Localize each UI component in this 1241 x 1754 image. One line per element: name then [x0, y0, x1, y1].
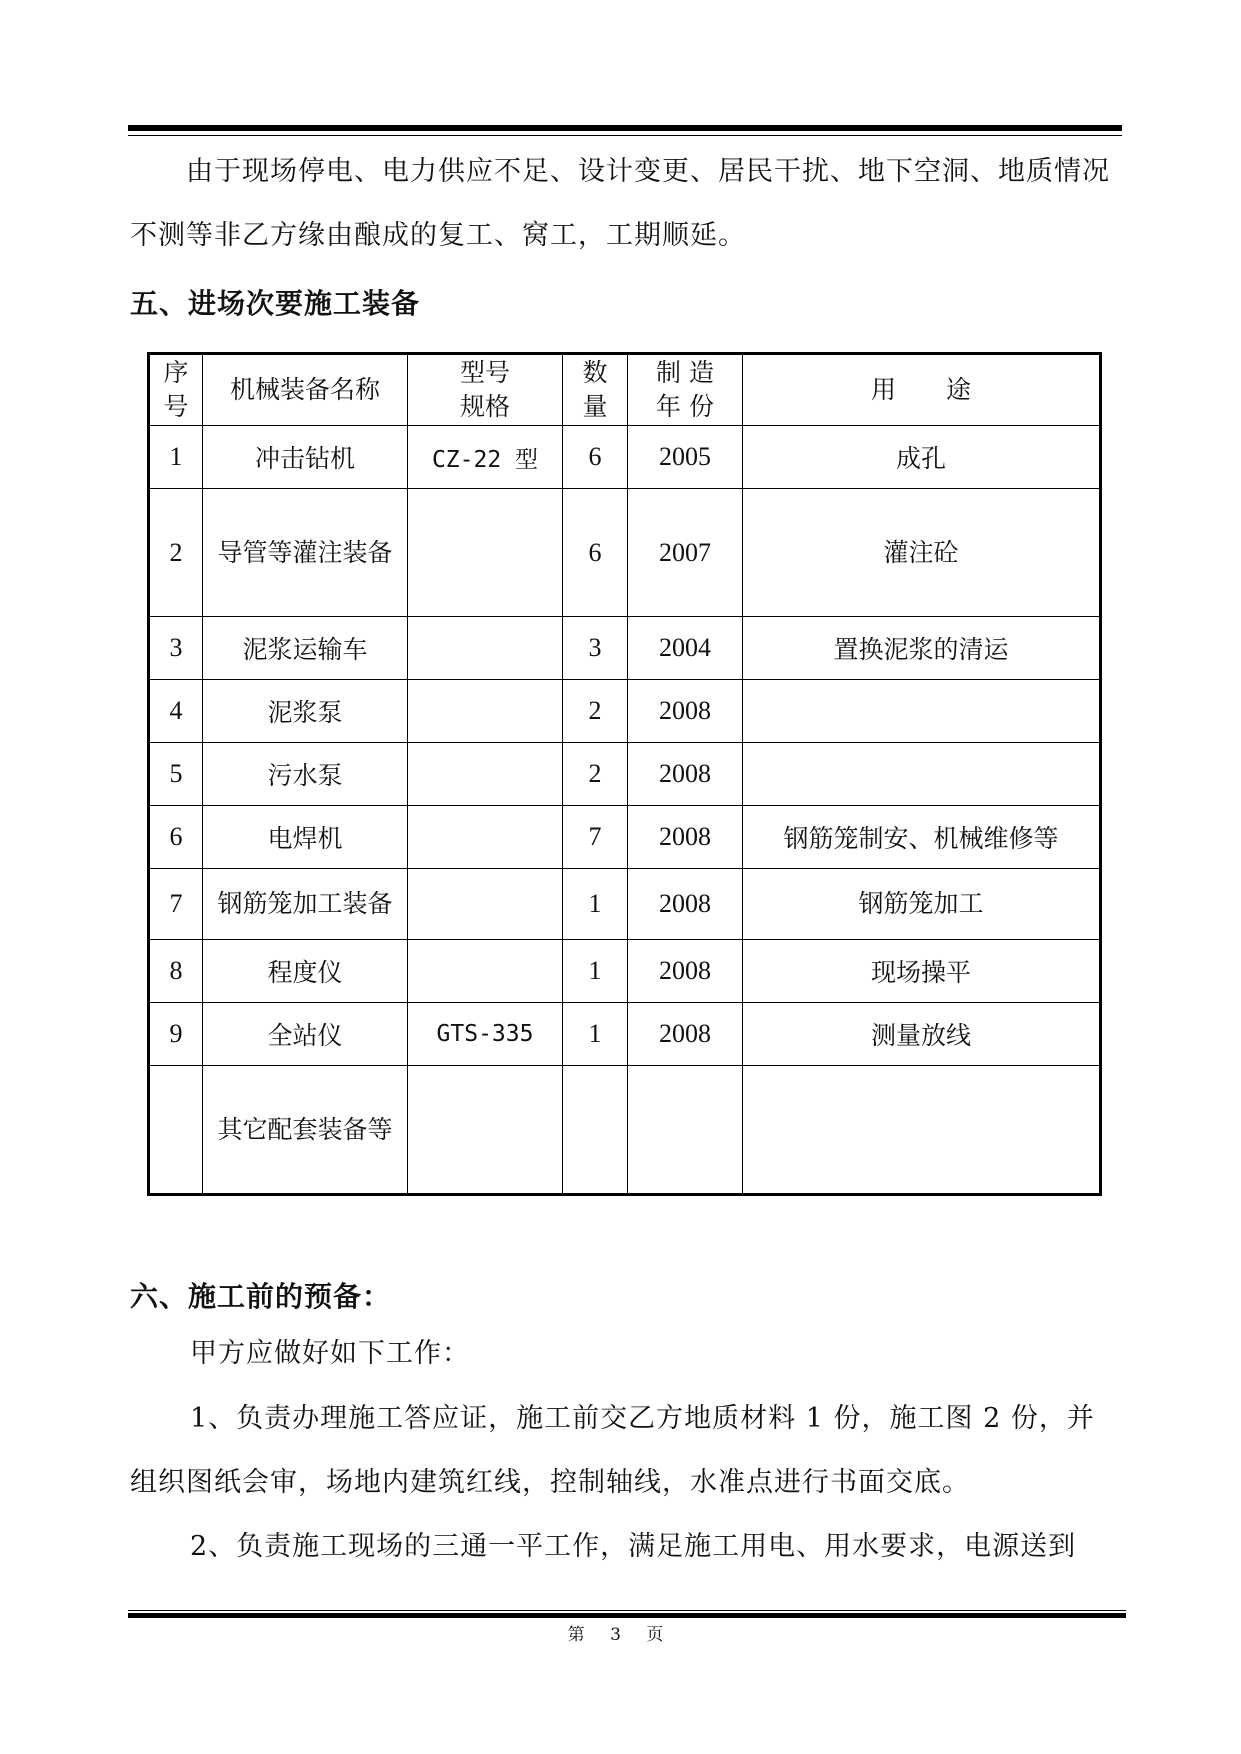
cell-name: 全站仪 [203, 1003, 408, 1066]
table-row [149, 869, 1101, 940]
table-row [149, 489, 1101, 617]
table-row [149, 1003, 1101, 1066]
cell-qty: 1 [563, 1003, 628, 1066]
cell-name: 其它配套装备等 [203, 1066, 408, 1195]
cell-model [408, 940, 563, 1003]
cell-use: 现场操平 [743, 940, 1101, 1003]
cell-name: 钢筋笼加工装备 [203, 869, 408, 940]
cell-model [408, 617, 563, 680]
cell-model: CZ-22 型 [408, 426, 563, 489]
cell-model [408, 743, 563, 806]
cell-name: 冲击钻机 [203, 426, 408, 489]
cell-model [408, 869, 563, 940]
cell-year: 2008 [628, 1003, 743, 1066]
header-seq: 序 号 [149, 354, 203, 426]
page-prefix: 第 [567, 1625, 595, 1645]
cell-year [628, 1066, 743, 1195]
cell-name: 泥浆运输车 [203, 617, 408, 680]
cell-seq: 6 [149, 806, 203, 869]
cell-model [408, 806, 563, 869]
cell-qty: 6 [563, 426, 628, 489]
cell-seq: 1 [149, 426, 203, 489]
header-model: 型号 规格 [408, 354, 563, 426]
cell-model [408, 1066, 563, 1195]
table-row [149, 743, 1101, 806]
cell-model [408, 680, 563, 743]
cell-year: 2008 [628, 680, 743, 743]
table-row [149, 940, 1101, 1003]
cell-name: 程度仪 [203, 940, 408, 1003]
cell-use: 测量放线 [743, 1003, 1101, 1066]
header-year: 制 造 年 份 [628, 354, 743, 426]
cell-use: 灌注砼 [743, 489, 1101, 617]
cell-year: 2004 [628, 617, 743, 680]
table-row [149, 1066, 1101, 1195]
paragraph-1: 由于现场停电、电力供应不足、设计变更、居民干扰、地下空洞、地质情况不测等非乙方缘由酿成的复工、窝工，工期顺延。 [130, 156, 1110, 251]
table-row [149, 426, 1101, 489]
table-row [149, 806, 1101, 869]
cell-year: 2008 [628, 869, 743, 940]
table-row [149, 680, 1101, 743]
cell-year: 2005 [628, 426, 743, 489]
page-value: 3 [610, 1625, 631, 1645]
cell-use: 钢筋笼制安、机械维修等 [743, 806, 1101, 869]
cell-qty: 1 [563, 940, 628, 1003]
header-qty: 数 量 [563, 354, 628, 426]
cell-seq: 9 [149, 1003, 203, 1066]
cell-year: 2008 [628, 806, 743, 869]
cell-year: 2008 [628, 940, 743, 1003]
cell-use: 钢筋笼加工 [743, 869, 1101, 940]
cell-qty: 7 [563, 806, 628, 869]
cell-seq: 5 [149, 743, 203, 806]
cell-use: 置换泥浆的清运 [743, 617, 1101, 680]
item-2-paragraph: 2、负责施工现场的三通一平工作，满足施工用电、用水要求，电源送到 [190, 1531, 1077, 1562]
cell-qty: 6 [563, 489, 628, 617]
cell-use: 成孔 [743, 426, 1101, 489]
section-5-heading: 五、进场次要施工装备 [130, 287, 421, 320]
cell-use [743, 1066, 1101, 1195]
cell-seq: 2 [149, 489, 203, 617]
equipment-table [147, 352, 1102, 1196]
cell-qty: 3 [563, 617, 628, 680]
cell-seq: 7 [149, 869, 203, 940]
cell-seq: 4 [149, 680, 203, 743]
cell-name: 泥浆泵 [203, 680, 408, 743]
cell-seq: 3 [149, 617, 203, 680]
table-header-row [149, 354, 1101, 426]
cell-seq [149, 1066, 203, 1195]
cell-year: 2007 [628, 489, 743, 617]
cell-name: 污水泵 [203, 743, 408, 806]
cell-year: 2008 [628, 743, 743, 806]
cell-name: 导管等灌注装备 [203, 489, 408, 617]
cell-model: GTS-335 [408, 1003, 563, 1066]
cell-model [408, 489, 563, 617]
section-6-heading: 六、施工前的预备： [130, 1280, 392, 1313]
cell-name: 电焊机 [203, 806, 408, 869]
page-number [0, 1620, 1241, 1645]
cell-qty: 2 [563, 743, 628, 806]
header-use: 用 途 [743, 354, 1101, 426]
cell-use [743, 680, 1101, 743]
item-1-paragraph: 1、负责办理施工答应证，施工前交乙方地质材料 1 份，施工图 2 份，并组织图纸会审，场地内建筑红线，控制轴线，水准点进行书面交底。 [130, 1403, 1095, 1498]
table-row [149, 617, 1101, 680]
header-name: 机械装备名称 [203, 354, 408, 426]
cell-qty: 1 [563, 869, 628, 940]
cell-qty: 2 [563, 680, 628, 743]
cell-qty [563, 1066, 628, 1195]
cell-seq: 8 [149, 940, 203, 1003]
page-suffix: 页 [646, 1625, 674, 1645]
intro-paragraph: 甲方应做好如下工作： [190, 1338, 470, 1369]
cell-use [743, 743, 1101, 806]
